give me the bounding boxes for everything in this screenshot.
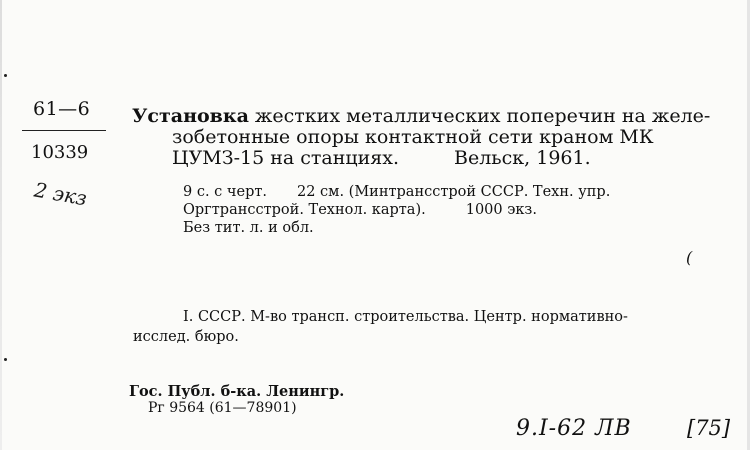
card-left-edge (0, 0, 2, 450)
inventory-number: 10339 (31, 142, 89, 163)
class-divider (22, 130, 106, 131)
desc-series: Оргтрансстрой. Технол. карта). (183, 202, 426, 218)
desc-run: 1000 экз. (465, 202, 537, 218)
class-number: 61—6 (33, 98, 91, 120)
desc-line-1 (183, 183, 610, 201)
desc-pages: 9 с. с черт. (183, 184, 267, 200)
desc-publisher: (Минтрансстрой СССР. Техн. упр. (348, 184, 611, 200)
tracing-line-2: исслед. бюро. (133, 329, 239, 345)
handwritten-copies-note: 2 экз (32, 177, 89, 211)
entry-title (132, 106, 732, 169)
handwritten-shelfmark: 9.I-62 ЛВ (516, 416, 632, 441)
title-line-3 (132, 148, 732, 169)
speck (4, 74, 7, 77)
title-line-1 (132, 106, 732, 127)
handwritten-bracket-note: [75] (687, 416, 731, 440)
title-line-3-text: ЦУМЗ-15 на станциях. (172, 147, 400, 169)
imprint: Вельск, 1961. (454, 147, 591, 169)
speck (4, 358, 7, 361)
tracing-line-1: I. СССР. М-во трансп. строительства. Центр. нормативно- (183, 309, 628, 325)
title-first-word: Установка (132, 105, 249, 127)
stray-pencil-mark: ( (686, 248, 693, 267)
desc-line-2 (183, 201, 610, 219)
title-line-2: зобетонные опоры контактной сети краном МК (172, 126, 654, 148)
title-line-1-rest: жестких металлических поперечин на желе- (248, 105, 711, 127)
desc-size: 22 см. (296, 184, 345, 200)
library-name: Гос. Публ. б-ка. Ленингр. (129, 383, 345, 400)
desc-line-3: Без тит. л. и обл. (183, 220, 314, 236)
library-order-number: Рг 9564 (61—78901) (148, 400, 297, 416)
physical-description (183, 183, 610, 237)
